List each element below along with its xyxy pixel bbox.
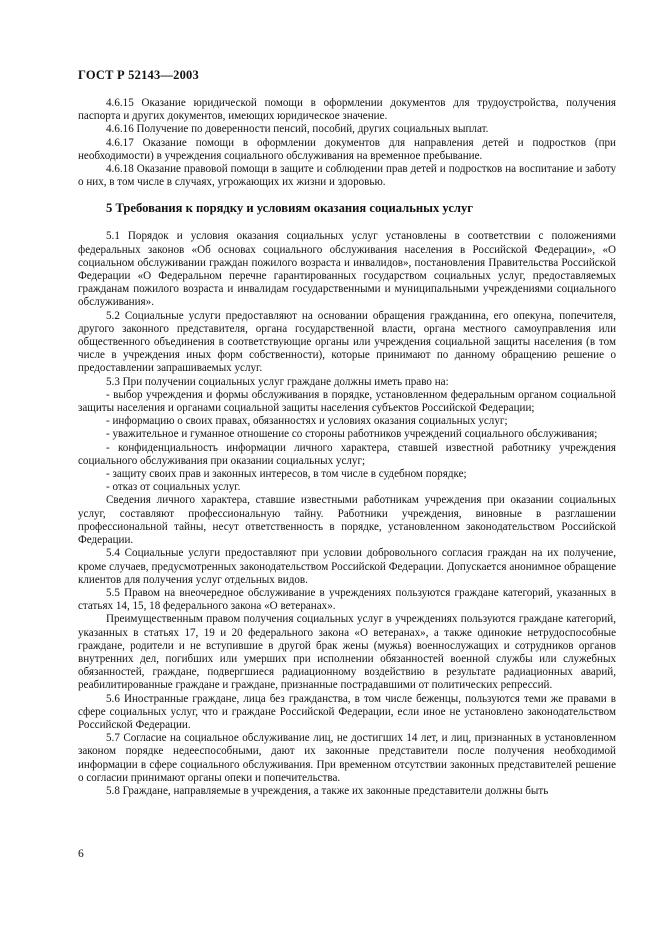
page-body: [78, 97, 616, 798]
standard-header: ГОСТ Р 52143—2003: [78, 68, 199, 82]
section-5-heading: 5 Требования к порядку и условиям оказания социальных услуг: [106, 201, 474, 216]
list-item-refusal: - отказ от социальных услуг.: [106, 481, 241, 494]
paragraph-5-5: 5.5 Правом на внеочередное обслуживание в учреждениях пользуются граждане категорий, указанных в статьях 14, 15, 18 федерального закона «О ветеранах».: [78, 586, 616, 613]
paragraph-5-7: 5.7 Согласие на социальное обслуживание лиц, не достигших 14 лет, и лиц, признанных в установленном законом порядке недееспособными, дают их законные представители после получения необходимой информации в сфере социального обслуживания. При временном отсутствии законных представителей решение о согласии принимают органы опеки и попечительства.: [78, 732, 616, 784]
list-item-information: - информацию о своих правах, обязанностях и условиях оказания социальных услуг;: [106, 415, 508, 428]
list-item-protection: - защиту своих прав и законных интересов, в том числе в судебном порядке;: [106, 468, 467, 481]
page-number: 6: [78, 848, 84, 860]
list-item-respect: - уважительное и гуманное отношение со стороны работников учреждений социального обслуживания;: [106, 428, 598, 441]
list-item-choice: - выбор учреждения и формы обслуживания в порядке, установленном федеральным органом социальной защиты населения и органами социальной защиты населения субъектов Российской Федерации;: [78, 388, 616, 415]
paragraph-5-6: 5.6 Иностранные граждане, лица без гражданства, в том числе беженцы, пользуются теми же правами в сфере социальных услуг, что и граждане Российской Федерации, если иное не установлено законодательством Российской Федерации.: [78, 692, 616, 731]
paragraph-5-3: 5.3 При получении социальных услуг граждане должны иметь право на:: [106, 375, 449, 388]
paragraph-4-6-15: 4.6.15 Оказание юридической помощи в оформлении документов для трудоустройства, получения паспорта и других документов, имеющих юридическое значение.: [78, 97, 616, 123]
paragraph-4-6-16: 4.6.16 Получение по доверенности пенсий, пособий, других социальных выплат.: [106, 123, 489, 136]
paragraph-priority-right: Преимущественным правом получения социальных услуг в учреждениях пользуются граждане категорий, указанных в статьях 17, 19 и 20 федерального закона «О ветеранах», а также одинокие нетрудоспособные граждане, родители и не вступившие в другой брак жены (мужья) военнослужащих и сотрудников органов внутренних дел, погибших или умерших при исполнении обязанностей военной службы или служебных обязанностей, граждане, подвергшиеся радиационному воздействию в результате радиационных аварий, реабилитированные граждане и граждане, признанные пострадавшими от политических репрессий.: [78, 613, 616, 692]
paragraph-4-6-17: 4.6.17 Оказание помощи в оформлении документов для направления детей и подростков (при необходимости) в учреждения социального обслуживания на временное пребывание.: [78, 136, 616, 162]
paragraph-5-2: 5.2 Социальные услуги предоставляют на основании обращения гражданина, его опекуна, попечителя, другого законного представителя, органа государственной власти, органа местного самоуправления или общественного объединения в соответствующие органы или учреждения социальной защиты населения (в том числе в учреждения иных форм собственности), которые принимают по данному обращению решение о предоставлении запрашиваемых услуг.: [78, 309, 616, 375]
paragraph-4-6-18: 4.6.18 Оказание правовой помощи в защите и соблюдении прав детей и подростков на воспитание и заботу о них, в том числе в случаях, угрожающих их жизни и здоровью.: [78, 163, 616, 189]
paragraph-5-1: 5.1 Порядок и условия оказания социальных услуг установлены в соответствии с положениями федеральных законов «Об основах социального обслуживания населения в Российской Федерации», «О социальном обслуживании граждан пожилого возраста и инвалидов», постановления Правительства Российской Федерации «О Федеральном перечне гарантированных государством социальных услуг, предоставляемых гражданам пожилого возраста и инвалидам государственными и муниципальными учреждениями социального обслуживания».: [78, 230, 616, 309]
paragraph-professional-secret: Сведения личного характера, ставшие известными работникам учреждения при оказании социальных услуг, составляют профессиональную тайну. Работники учреждения, виновные в разглашении профессиональной тайны, несут ответственность в порядке, установленном законодательством Российской Федерации.: [78, 494, 616, 547]
list-item-confidentiality: - конфиденциальность информации личного характера, ставшей известной работнику учреждения социального обслуживания при оказании социальных услуг;: [78, 441, 616, 467]
paragraph-5-4: 5.4 Социальные услуги предоставляют при условии добровольного согласия граждан на их получение, кроме случаев, предусмотренных законодательством Российской Федерации. Допускается анонимное обращение клиентов для получения услуг отдельных видов.: [78, 547, 616, 586]
paragraph-5-8: 5.8 Граждане, направляемые в учреждения, а также их законные представители должны быть: [106, 784, 549, 797]
